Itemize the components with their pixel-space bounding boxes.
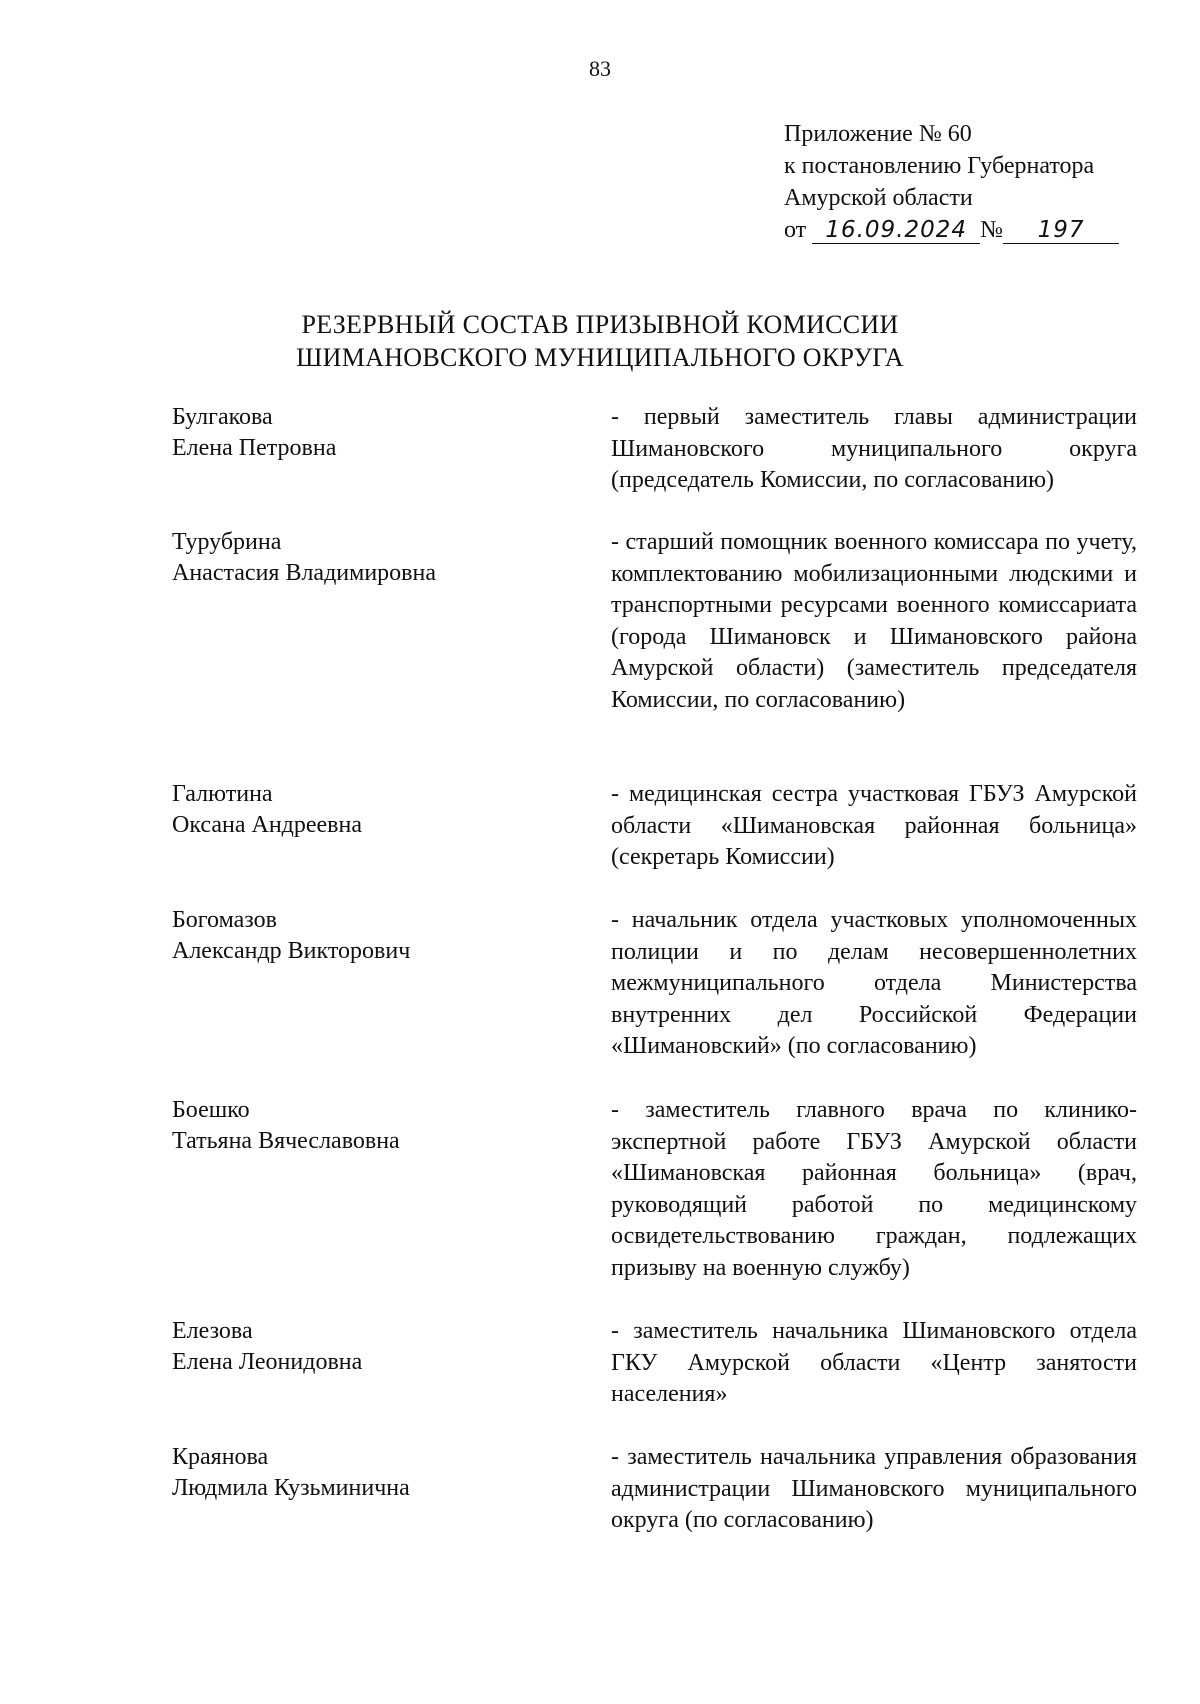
member-given-names: Людмила Кузьминична (172, 1475, 410, 1501)
member-surname: Галютина (172, 781, 273, 807)
member-surname: Турубрина (172, 529, 282, 555)
member-name (172, 779, 592, 841)
member-name (172, 1316, 592, 1378)
member-surname: Богомазов (172, 907, 277, 933)
handwritten-number: 197 (1003, 217, 1119, 244)
date-prefix: от (784, 217, 807, 243)
member-role: - заместитель начальника управления образования администрации Шимановского муниципального округа (по согласованию) (611, 1444, 1137, 1533)
member-given-names: Елена Петровна (172, 435, 337, 461)
member-role: - заместитель главного врача по клинико-экспертной работе ГБУЗ Амурской области «Шимановская районная больница» (врач, руководящий работой по медицинскому освидетельствованию граждан, подлежащих призыву на военную службу) (611, 1097, 1137, 1281)
member-name (172, 402, 592, 464)
member-surname: Краянова (172, 1444, 269, 1470)
member-role: - начальник отдела участковых уполномоченных полиции и по делам несовершеннолетних межмуниципального отдела Министерства внутренних дел Российской Федерации «Шимановский» (по согласованию) (611, 907, 1137, 1059)
member-given-names: Татьяна Вячеславовна (172, 1128, 400, 1154)
appendix-line-3: Амурской области (784, 185, 973, 211)
member-name (172, 527, 592, 589)
member-name (172, 905, 592, 967)
member-given-names: Анастасия Владимировна (172, 560, 436, 586)
handwritten-date: 16.09.2024 (812, 217, 980, 244)
member-surname: Боешко (172, 1097, 250, 1123)
member-name (172, 1442, 592, 1504)
appendix-line-2: к постановлению Губернатора (784, 153, 1095, 179)
member-surname: Булгакова (172, 404, 273, 430)
member-given-names: Оксана Андреевна (172, 812, 363, 838)
member-role: - первый заместитель главы администрации Шимановского муниципального округа (председатель Комиссии, по согласованию) (611, 404, 1137, 493)
member-role: - старший помощник военного комиссара по учету, комплектованию мобилизационными людскими и транспортными ресурсами военного комиссариата (города Шимановск и Шимановского района Амурской области) (заместитель председателя Комиссии, по согласованию) (611, 529, 1137, 713)
member-surname: Елезова (172, 1318, 253, 1344)
appendix-line-1: Приложение № 60 (784, 121, 972, 147)
title-line-1: РЕЗЕРВНЫЙ СОСТАВ ПРИЗЫВНОЙ КОМИССИИ (301, 310, 899, 339)
member-given-names: Елена Леонидовна (172, 1349, 363, 1375)
member-role: - заместитель начальника Шимановского отдела ГКУ Амурской области «Центр занятости населения» (611, 1318, 1137, 1407)
member-given-names: Александр Викторович (172, 938, 411, 964)
member-role: - медицинская сестра участковая ГБУЗ Амурской области «Шимановская районная больница» (секретарь Комиссии) (611, 781, 1137, 870)
page-number: 83 (589, 56, 611, 81)
title-line-2: ШИМАНОВСКОГО МУНИЦИПАЛЬНОГО ОКРУГА (296, 343, 904, 372)
number-sign: № (980, 217, 1004, 243)
member-name (172, 1095, 592, 1157)
